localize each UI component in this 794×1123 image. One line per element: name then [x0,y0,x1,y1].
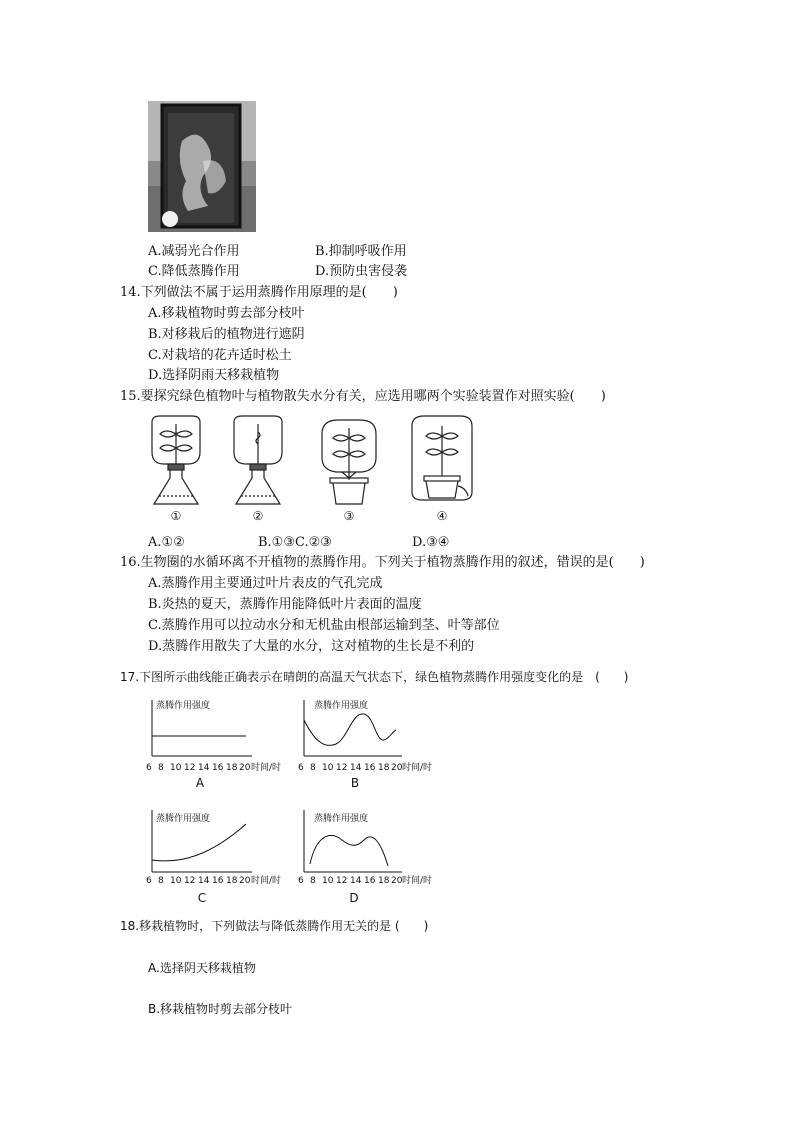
chart-a-letter: A [195,776,205,790]
q15-stem: 15.要探究绿色植物叶与植物散失水分有关，应选用哪两个实验装置作对照实验( ) [120,389,606,404]
q18-option-b: B.移栽植物时剪去部分枝叶 [148,1002,293,1016]
q16-option-b: B.炎热的夏天，蒸腾作用能降低叶片表面的温度 [148,597,422,612]
q14-option-c: C.对栽培的花卉适时松土 [148,348,292,363]
apparatus-2 [234,416,282,504]
q13-option-b: B.抑制呼吸作用 [315,244,407,259]
chart-a-ticks [146,763,251,773]
q16-option-d: D.蒸腾作用散失了大量的水分，这对植物的生长是不利的 [148,639,475,654]
chart-c-tick: 8 [158,876,164,886]
transpiration-charts [140,696,460,906]
q15-option-a: A.①② [148,535,185,550]
apparatus-label-4: ④ [436,509,448,523]
apparatus-label-3: ③ [343,509,355,523]
chart-d-tick: 18 [378,876,390,886]
q18-stem: 18.移栽植物时，下列做法与降低蒸腾作用无关的是 ( ) [120,919,429,933]
apparatus-4 [412,416,472,500]
chart-a-tick: 12 [184,763,196,773]
q13-option-a: A.减弱光合作用 [148,244,240,259]
q14-option-a: A.移栽植物时剪去部分枝叶 [148,306,305,321]
q18-option-a: A.选择阴天移栽植物 [148,961,256,975]
apparatus-3 [322,420,376,504]
experiment-apparatus-figure [140,412,480,512]
chart-d-tick: 6 [298,876,304,886]
chart-a-tick: 10 [170,763,182,773]
chart-a-tick: 16 [212,763,224,773]
chart-c [146,810,281,905]
chart-d-letter: D [349,891,359,905]
chart-b [298,699,432,790]
q14-option-d: D.选择阴雨天移栽植物 [148,368,280,383]
chart-d-tick: 14 [350,876,362,886]
chart-b-tick: 20 [391,763,403,773]
chart-a [146,699,281,790]
chart-a-tick: 8 [158,763,164,773]
q14-option-b: B.对移栽后的植物进行遮阴 [148,327,305,342]
q13-option-c: C.降低蒸腾作用 [148,264,240,279]
chart-c-tick: 20 [239,876,251,886]
chart-c-letter: C [197,891,207,905]
shade-net-photo [148,101,256,232]
chart-d [298,810,432,905]
chart-d-tick: 8 [310,876,316,886]
chart-c-ylabel: 蒸腾作用强度 [156,814,211,824]
q15-option-d: D.③④ [412,535,450,550]
chart-b-curve [304,714,396,746]
chart-a-tick: 18 [226,763,238,773]
chart-d-tick: 10 [322,876,334,886]
chart-b-tick: 14 [350,763,362,773]
q16-option-c: C.蒸腾作用可以拉动水分和无机盐由根部运输到茎、叶等部位 [148,618,500,633]
q16-stem: 16.生物圈的水循环离不开植物的蒸腾作用。下列关于植物蒸腾作用的叙述，错误的是( ) [120,555,645,570]
chart-b-xlabel: 时间/时 [402,763,433,773]
chart-b-tick: 12 [336,763,348,773]
chart-c-tick: 12 [184,876,196,886]
chart-d-ylabel: 蒸腾作用强度 [314,814,369,824]
chart-b-letter: B [350,776,360,790]
chart-c-tick: 6 [146,876,152,886]
chart-c-xlabel: 时间/时 [251,876,282,886]
chart-a-xlabel: 时间/时 [251,763,282,773]
chart-a-ylabel: 蒸腾作用强度 [156,701,211,711]
chart-b-tick: 10 [322,763,334,773]
q16-option-a: A.蒸腾作用主要通过叶片表皮的气孔完成 [148,576,383,591]
apparatus-label-2: ② [252,509,264,523]
chart-a-tick: 6 [146,763,152,773]
chart-d-xlabel: 时间/时 [402,876,433,886]
q14-stem: 14.下列做法不属于运用蒸腾作用原理的是( ) [120,285,398,300]
apparatus-1 [152,416,200,504]
chart-c-curve [152,824,246,861]
chart-d-tick: 20 [391,876,403,886]
chart-b-tick: 6 [298,763,304,773]
chart-b-tick: 8 [310,763,316,773]
apparatus-label-1: ① [170,509,182,523]
chart-d-curve [310,835,388,866]
chart-b-tick: 18 [378,763,390,773]
chart-c-tick: 14 [198,876,210,886]
chart-a-tick: 14 [198,763,210,773]
chart-c-tick: 18 [226,876,238,886]
chart-d-tick: 16 [364,876,376,886]
q13-option-d: D.预防虫害侵袭 [315,264,408,279]
q17-stem: 17.下图所示曲线能正确表示在晴朗的高温天气状态下，绿色植物蒸腾作用强度变化的是 ( ) [120,670,629,684]
chart-b-tick: 16 [364,763,376,773]
chart-c-tick: 16 [212,876,224,886]
chart-a-tick: 20 [239,763,251,773]
q15-option-bc: B.①③C.②③ [258,535,332,550]
chart-d-tick: 12 [336,876,348,886]
chart-b-ylabel: 蒸腾作用强度 [314,701,369,711]
chart-c-tick: 10 [170,876,182,886]
